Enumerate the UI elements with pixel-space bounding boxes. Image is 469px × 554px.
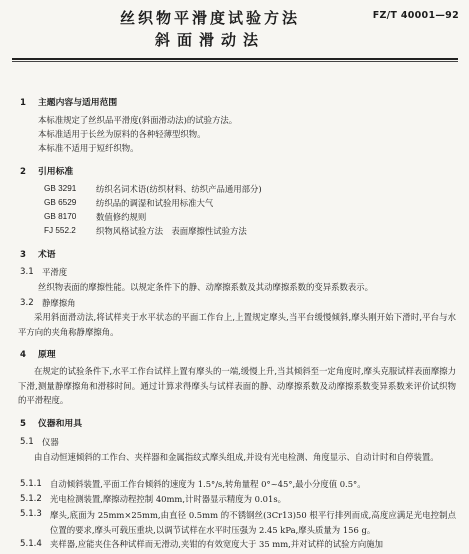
clause-number: 5.1 [20,437,34,447]
section-number: 3 [20,250,26,260]
clause-text: 摩头,底面为 25mm×25mm,由直径 0.5mm 的不锈钢丝(3Cr13)50 根平行排列而成,高度应满足光电控制点位置的要求,摩头可载压重块,以调节试样在水平时压强为 2.45 kPa,摩头质量为 156 g。 [50,510,456,535]
clause-number: 5.1.1 [20,479,42,489]
body-line: 本标准规定了丝织品平滑度(斜面滑动法)的试验方法。 [38,115,238,125]
reference-name: 纺织品的调湿和试验用标准大气 [96,198,214,208]
reference-code: FJ 552.2 [44,226,76,235]
header-rule-thick [12,58,458,60]
body-paragraph: 在规定的试验条件下,水平工作台试样上置有摩头的一端,缓慢上升,当其倾斜至一定角度时,摩头克服试样表面摩擦力下滑,测量静摩擦角和滑移时间。通过计算求得摩头与试样表面的静、动摩擦系数及动摩擦系数变异系数来评价试织物的平滑程度。 [18,366,456,405]
document-title: 丝织物平滑度试验方法 [119,9,300,27]
section-heading: 原理 [38,350,56,360]
clause-text: 夹样器,应能夹住各种试样而无滑动,夹钳的有效宽度大于 35 mm,并对试样的试验方向施加 [50,539,383,549]
section-heading: 仪器和用具 [38,419,82,429]
section-number: 4 [20,350,26,360]
clause-number: 3.1 [20,267,34,277]
section-heading: 术语 [38,250,56,260]
reference-code: GB 8170 [44,212,77,221]
reference-code: GB 3291 [44,184,77,193]
body-line: 丝织物表面的摩擦性能。以规定条件下的静、动摩擦系数及其动摩擦系数的变异系数表示。 [38,282,373,292]
section-heading: 主题内容与适用范围 [38,98,118,108]
header-rule-thin [12,61,458,62]
section-number: 5 [20,419,26,429]
clause-number: 3.2 [20,298,34,308]
clause-text: 光电检测装置,摩擦动程控制 40mm,计时器显示精度为 0.01s。 [50,494,287,504]
document-subtitle: 斜面滑动法 [154,31,265,49]
clause-number: 5.1.2 [20,494,42,504]
clause-number: 5.1.3 [20,509,42,519]
section-number: 2 [20,167,26,177]
clause-title: 仪器 [42,437,59,447]
clause-text: 自动倾斜装置,平面工作台倾斜的速度为 1.5°/s,转角量程 0°~45°,最小分度值 0.5°。 [50,479,366,489]
body-paragraph: 采用斜面滑动法,将试样夹于水平状态的平面工作台上,上置规定摩头,当平台缓慢倾斜,摩头刚开始下滑时,平台与水平方向的夹角称静摩擦角。 [18,312,456,337]
body-line: 本标准不适用于短纤织物。 [38,143,139,153]
clause-title: 平滑度 [42,267,68,277]
section-heading: 引用标准 [38,167,74,177]
reference-name: 织物风格试验方法 表面摩擦性试验方法 [96,226,247,236]
reference-name: 纺织名词术语(纺织材料、纺织产品通用部分) [96,184,262,194]
reference-code: GB 6529 [44,198,77,207]
reference-name: 数值修约规则 [96,212,147,222]
standard-number: FZ/T 40001—92 [372,10,459,21]
body-line: 本标准适用于长丝为原料的各种轻薄型织物。 [38,129,206,139]
clause-title: 静摩擦角 [42,298,76,308]
clause-number: 5.1.4 [20,539,42,549]
section-number: 1 [20,98,26,108]
body-paragraph: 由自动恒速倾斜的工作台、夹样器和金属指纹式摩头组成,并设有光电检测、角度显示、自动计时和自停装置。 [34,452,439,462]
